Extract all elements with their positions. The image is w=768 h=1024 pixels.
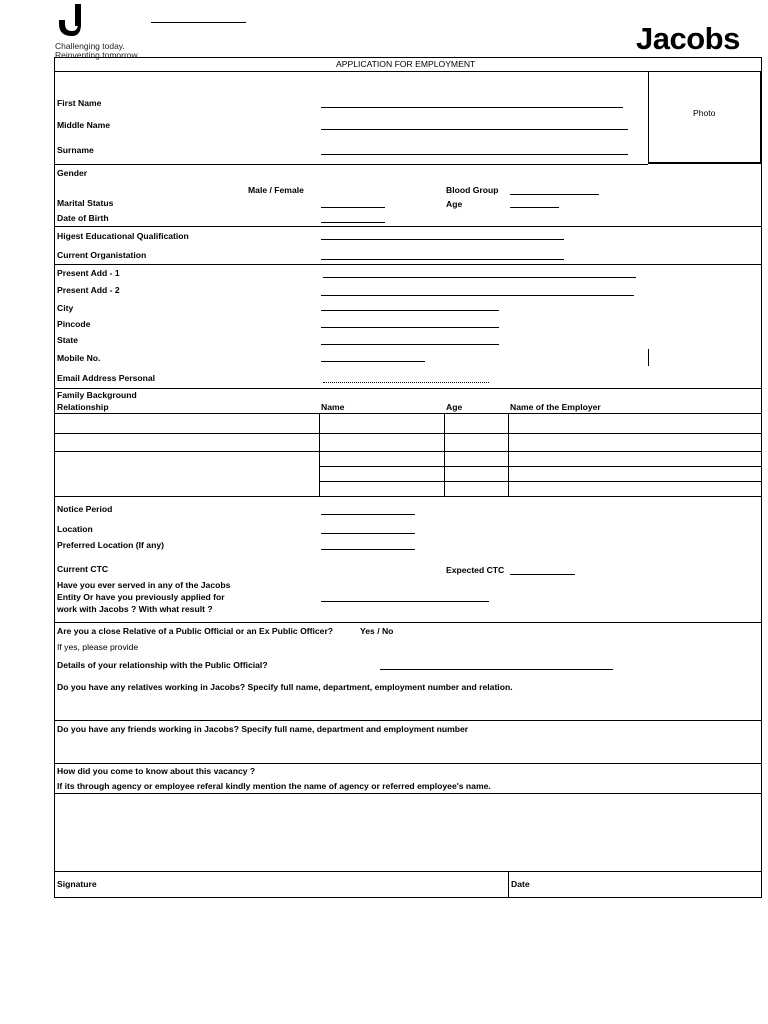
address-2-field[interactable] [321,295,634,296]
dob-label: Date of Birth [57,213,109,223]
organisation-label: Current Organistation [57,250,147,260]
vacancy-answer-area[interactable] [55,794,761,871]
names-divider [54,164,648,165]
served-line-2: Entity Or have you previously applied for [57,592,225,602]
header-blank-line [151,22,246,23]
family-col-age: Age [446,402,463,412]
notice-period-field[interactable] [321,514,415,515]
cursor-mark [648,349,649,366]
tagline-line-2: Reinventing tomorrow [55,50,138,60]
middle-name-label: Middle Name [57,120,111,130]
marital-status-field[interactable] [321,207,385,208]
email-label: Email Address Personal [57,373,156,383]
address-1-label: Present Add - 1 [57,268,120,278]
expected-ctc-label: Expected CTC [446,565,505,575]
brand-wordmark: Jacobs [636,21,740,56]
gender-options[interactable]: Male / Female [248,185,304,195]
family-col-relationship: Relationship [57,402,109,412]
gender-label: Gender [57,168,88,178]
dob-field[interactable] [321,222,385,223]
details-relationship-field[interactable] [380,669,613,670]
served-line-3: work with Jacobs ? With what result ? [57,604,213,614]
expected-ctc-field[interactable] [510,574,575,575]
location-label: Location [57,524,93,534]
signature-date-divider [508,871,509,897]
form-title: APPLICATION FOR EMPLOYMENT [336,59,476,69]
if-yes-text: If yes, please provide [57,642,139,652]
address-divider [54,388,762,389]
photo-label: Photo [693,108,716,118]
yes-no-options[interactable]: Yes / No [360,626,394,636]
signature-label: Signature [57,879,97,889]
friends-divider [54,763,762,764]
age-label: Age [446,199,463,209]
city-label: City [57,303,74,313]
form-left-border [54,57,55,898]
date-label: Date [511,879,530,889]
organisation-field[interactable] [321,259,564,260]
relatives-jacobs-question: Do you have any relatives working in Jacobs? Specify full name, department, employment number and relation. [57,682,513,692]
family-col-name: Name [321,402,345,412]
mobile-field[interactable] [321,361,425,362]
family-heading: Family Background [57,390,137,400]
signature-top-border [54,871,762,872]
first-name-label: First Name [57,98,102,108]
age-field[interactable] [510,207,559,208]
relative-public-question: Are you a close Relative of a Public Official or an Ex Public Officer? [57,626,334,636]
city-field[interactable] [321,310,499,311]
current-ctc-label: Current CTC [57,564,109,574]
qualification-label: Higest Educational Qualification [57,231,189,241]
details-divider [54,226,762,227]
blood-group-field[interactable] [510,194,599,195]
family-col-employer: Name of the Employer [510,402,601,412]
education-divider [54,264,762,265]
marital-status-label: Marital Status [57,198,114,208]
tagline-line-1: Challenging today. [55,41,125,51]
mobile-label: Mobile No. [57,353,101,363]
state-label: State [57,335,79,345]
middle-name-field[interactable] [321,129,628,130]
relatives-divider [54,720,762,721]
form-bottom-border [54,897,762,898]
friends-jacobs-question: Do you have any friends working in Jacobs? Specify full name, department and employment number [57,724,469,734]
email-field[interactable] [323,382,489,383]
address-2-label: Present Add - 2 [57,285,120,295]
first-name-field[interactable] [321,107,623,108]
notice-period-label: Notice Period [57,504,113,514]
vacancy-question: How did you come to know about this vacancy ? [57,766,256,776]
form-right-border [761,57,762,898]
surname-label: Surname [57,145,94,155]
jacobs-logo-mark [55,3,87,39]
location-field[interactable] [321,533,415,534]
served-field[interactable] [321,601,489,602]
preferred-location-field[interactable] [321,549,415,550]
surname-field[interactable] [321,154,628,155]
pincode-label: Pincode [57,319,91,329]
served-line-1: Have you ever served in any of the Jacobs [57,580,231,590]
form-top-border [54,57,762,58]
agency-question: If its through agency or employee referal kindly mention the name of agency or referred employee's name. [57,781,491,791]
address-1-field[interactable] [323,277,636,278]
qualification-field[interactable] [321,239,564,240]
preferred-location-label: Preferred Location (If any) [57,540,164,550]
details-relationship-question: Details of your relationship with the Public Official? [57,660,268,670]
job-divider [54,622,762,623]
blood-group-label: Blood Group [446,185,499,195]
state-field[interactable] [321,344,499,345]
pincode-field[interactable] [321,327,499,328]
